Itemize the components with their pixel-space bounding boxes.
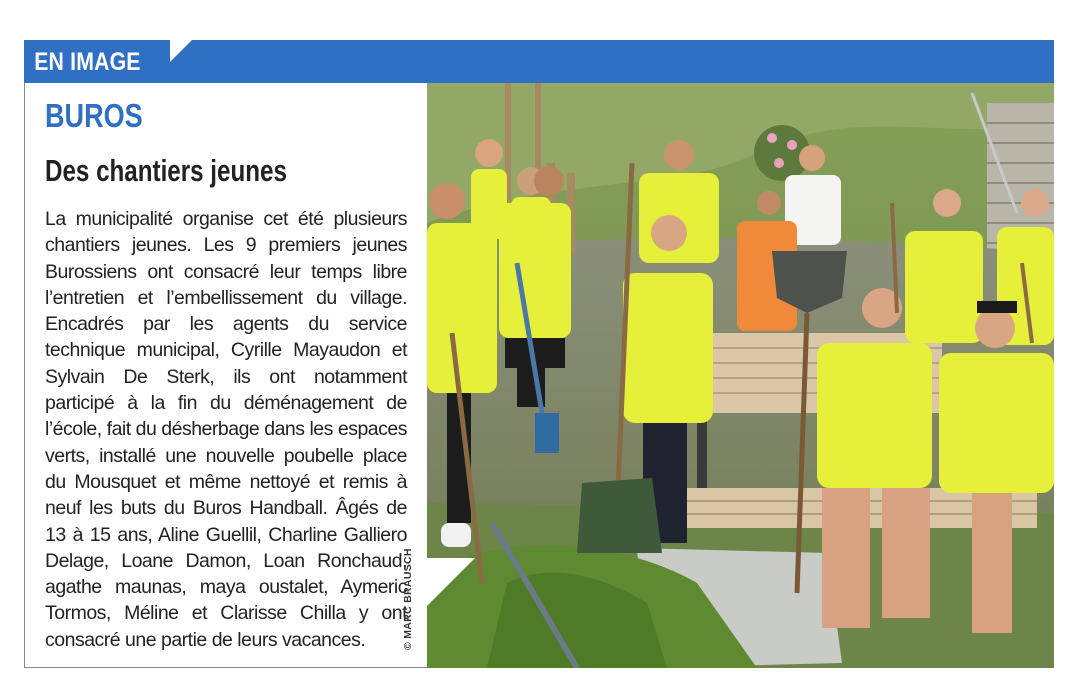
article-body: La municipalité organise cet été plusieurs chantiers jeunes. Les 9 premiers jeunes Burossiens ont consacré leur temps libre l’entretien et l’embellissement du village. Encadrés par les agents du service technique municipal, Cyrille Mayaudon et Sylvain De Sterk, ils ont notamment participé à la fin du déménagement de l’école, fait du désherbage dans les espaces verts, installé une nouvelle poubelle place du Mousquet et même nettoyé et remis à neuf les buts du Buros Handball. Âgés de 13 à 15 ans, Aline Guellil, Charline Galliero Delage, Loane Damon, Loan Ronchaud, agathe maunas, maya oustalet, Aymeric Tormos, Méline et Clarisse Chilla y ont consacré une partie de leurs vacances. bbox=[45, 208, 407, 651]
article-headline: Des chantiers jeunes bbox=[45, 153, 287, 188]
section-banner bbox=[24, 40, 1054, 83]
photo-notch bbox=[427, 558, 475, 606]
wheelbarrow bbox=[427, 546, 842, 668]
photo-illustration bbox=[427, 83, 1054, 668]
banner-notch bbox=[170, 40, 192, 62]
article-location: BUROS bbox=[45, 97, 143, 134]
photo-credit: © MARC BRAUSCH bbox=[402, 548, 414, 650]
article-column bbox=[24, 83, 427, 668]
section-label: EN IMAGE bbox=[24, 40, 160, 83]
article-photo bbox=[427, 83, 1054, 668]
